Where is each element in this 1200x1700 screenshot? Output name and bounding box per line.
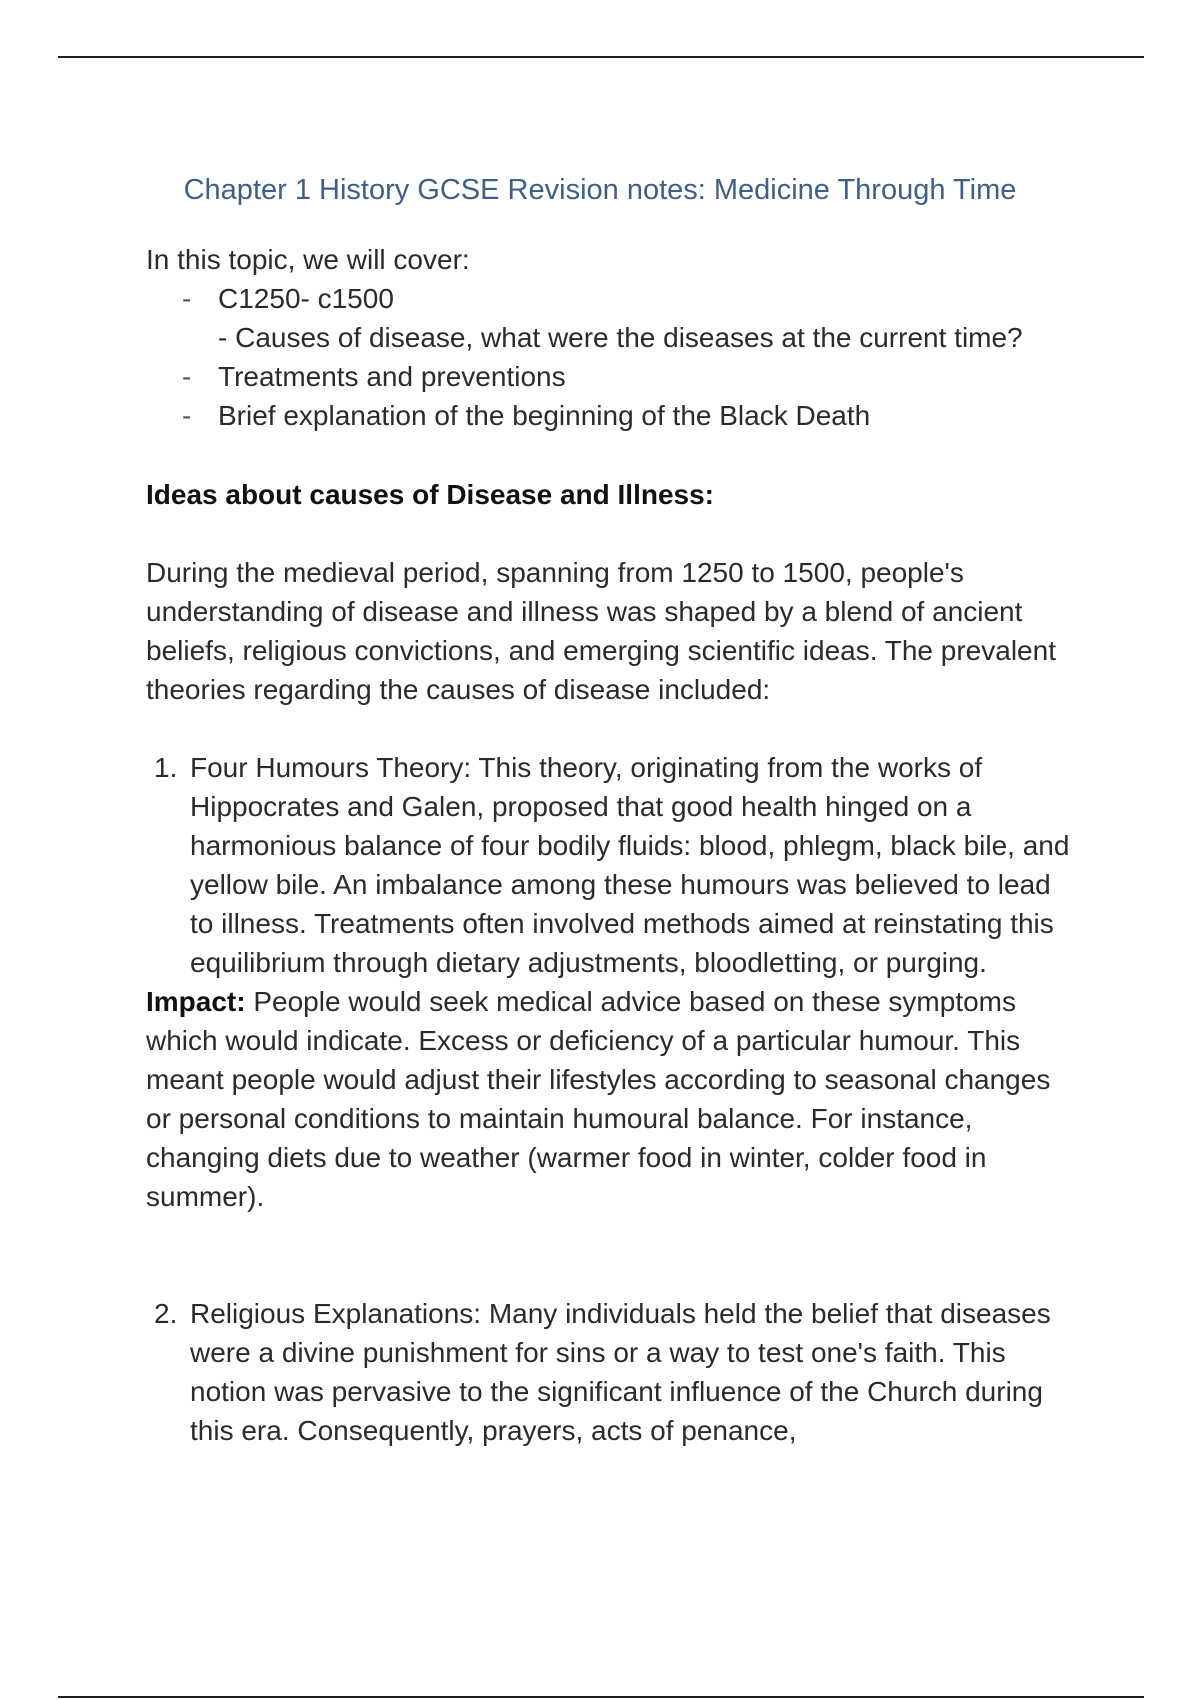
topic-subitem-text: - Causes of disease, what were the diseases at the current time? bbox=[218, 322, 1023, 353]
dash-bullet: - bbox=[182, 400, 192, 431]
page-title: Chapter 1 History GCSE Revision notes: Medicine Through Time bbox=[183, 174, 1017, 206]
topic-list bbox=[146, 279, 1076, 435]
topic-subitem bbox=[146, 318, 1076, 357]
topic-item bbox=[146, 279, 1076, 318]
topic-item-text: Treatments and preventions bbox=[218, 361, 566, 392]
item-number: 2. bbox=[154, 1298, 178, 1329]
impact-label: Impact: bbox=[146, 986, 246, 1017]
dash-bullet: - bbox=[182, 361, 192, 392]
intro-text: In this topic, we will cover: bbox=[146, 244, 470, 275]
section-heading: Ideas about causes of Disease and Illness: bbox=[146, 479, 714, 510]
document-body bbox=[146, 240, 1076, 1450]
numbered-item-2 bbox=[146, 1294, 1076, 1450]
top-rule bbox=[58, 56, 1144, 58]
impact-text: People would seek medical advice based on these symptoms which would indicate. Excess or deficiency of a particular humour. This meant people would adjust their lifestyles according to seasonal changes or personal conditions to maintain humoural balance. For instance, changing diets due to weather (warmer food in winter, colder food in summer). bbox=[146, 986, 1051, 1212]
paragraph: During the medieval period, spanning from 1250 to 1500, people's understanding of disease and illness was shaped by a blend of ancient beliefs, religious convictions, and emerging scientific ideas. The prevalent theories regarding the causes of disease included: bbox=[146, 557, 1056, 705]
topic-item-text: C1250- c1500 bbox=[218, 283, 394, 314]
item-text: Four Humours Theory: This theory, originating from the works of Hippocrates and Galen, proposed that good health hinged on a harmonious balance of four bodily fluids: blood, phlegm, black bile, and yellow bile. An imbalance among these humours was believed to lead to illness. Treatments often involved methods aimed at reinstating this equilibrium through dietary adjustments, bloodletting, or purging. bbox=[190, 752, 1070, 978]
topic-item bbox=[146, 357, 1076, 396]
topic-item-text: Brief explanation of the beginning of the Black Death bbox=[218, 400, 871, 431]
dash-bullet: - bbox=[182, 283, 192, 314]
bottom-rule bbox=[58, 1696, 1144, 1698]
item-text: Religious Explanations: Many individuals held the belief that diseases were a divine punishment for sins or a way to test one's faith. This notion was pervasive to the significant influence of the Church during this era. Consequently, prayers, acts of penance, bbox=[190, 1298, 1051, 1446]
numbered-item-1 bbox=[146, 748, 1076, 982]
item-number: 1. bbox=[154, 752, 178, 783]
impact-paragraph bbox=[146, 982, 1076, 1216]
topic-item bbox=[146, 396, 1076, 435]
